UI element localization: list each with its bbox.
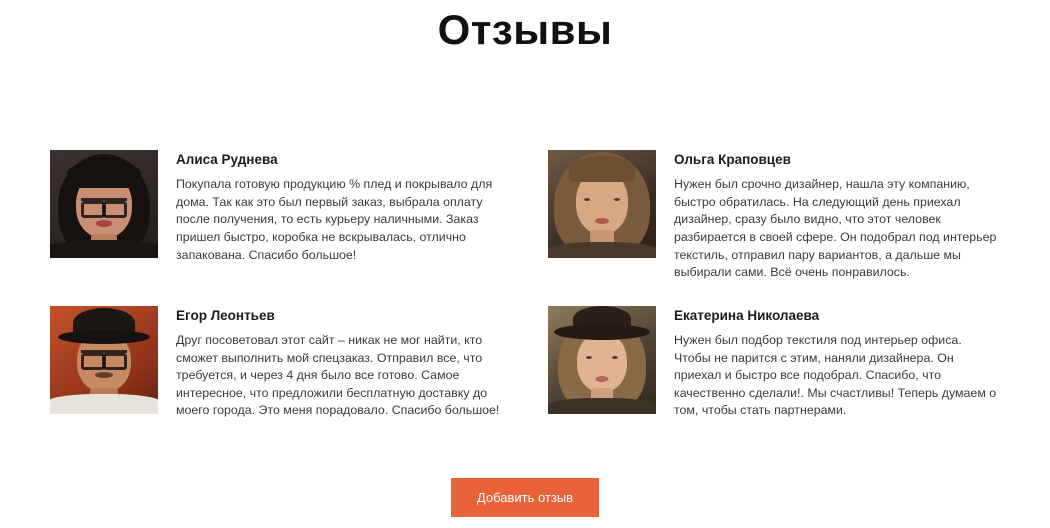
review-body — [674, 150, 1000, 282]
review-text: Друг посоветовал этот сайт – никак не мог найти, кто сможет выполнить мой спецзаказ. Отправил все, что требуется, и через 4 дня было все готово. Самое интересное, что предложили бесплатную доставку до моего города. Это меня порадовало. Спасибо большое! — [176, 333, 500, 418]
avatar — [50, 306, 158, 414]
avatar — [548, 150, 656, 258]
review-card — [548, 306, 1000, 420]
reviews-grid — [50, 150, 1000, 420]
review-card — [548, 150, 1000, 282]
review-text: Нужен был подбор текстиля под интерьер офиса. Чтобы не парится с этим, наняли дизайнера. Он приехал и быстро все подобрал. Спасибо, что качественно сделали!. Мы счастливы! Теперь думаем о том, чтобы стать партнерами. — [674, 333, 997, 418]
review-text: Нужен был срочно дизайнер, нашла эту компанию, быстро обратилась. На следующий день приехал дизайнер, сразу было видно, что этот человек разбирается в своей сфере. Он подобрал под интерьер текстиль, отправил пару вариантов, а дальше мы выбирали сами. Всё очень понравилось. — [674, 177, 997, 280]
review-text: Покупала готовую продукцию % плед и покрывало для дома. Так как это был первый заказ, выбрала оплату после получения, то есть курьеру наличными. Заказ пришел быстро, коробка не вскрывалась, отлично запакована. Спасибо большое! — [176, 177, 493, 262]
add-review-area — [0, 478, 1050, 517]
review-body — [176, 150, 502, 264]
review-author-name: Екатерина Николаева — [674, 307, 820, 323]
review-body — [674, 306, 1000, 420]
page-title: Отзывы — [437, 6, 613, 53]
sunglasses-icon — [81, 350, 127, 364]
eyeglasses-icon — [81, 198, 127, 212]
add-review-button[interactable]: Добавить отзыв — [451, 478, 599, 517]
avatar — [548, 306, 656, 414]
avatar — [50, 150, 158, 258]
review-author-name: Ольга Краповцев — [674, 152, 791, 167]
review-author-name: Егор Леонтьев — [176, 307, 275, 323]
review-card — [50, 150, 502, 282]
review-body — [176, 306, 502, 420]
review-author-name: Алиса Руднева — [176, 152, 278, 167]
review-card — [50, 306, 502, 420]
